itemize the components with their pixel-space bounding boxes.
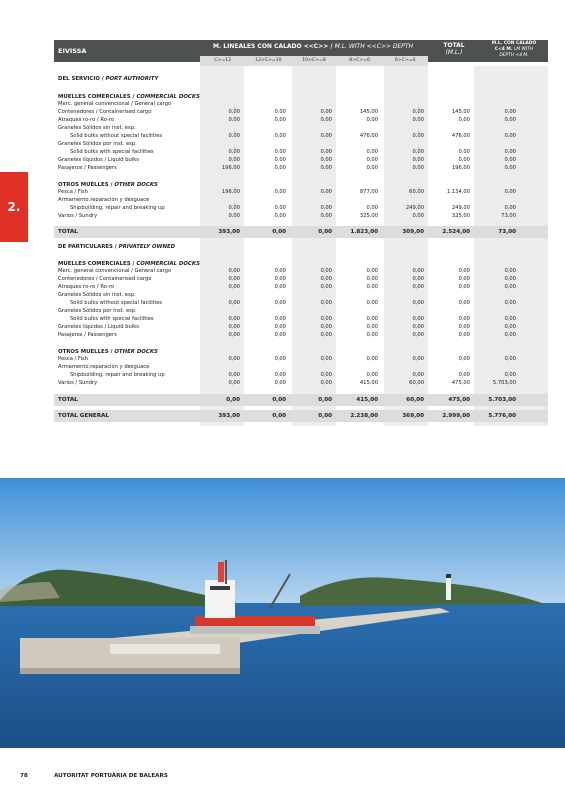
cell-value: 0,00 [504, 284, 516, 290]
footer-org: AUTORITAT PORTUÀRIA DE BALEARS [54, 773, 168, 779]
cell-value: 0,00 [412, 356, 424, 362]
cell-value: 0,00 [274, 189, 286, 195]
cell-value: 0,00 [228, 332, 240, 338]
cell-value: 0,00 [366, 117, 378, 123]
total-general-row [54, 410, 548, 422]
cell-value: 0,00 [320, 109, 332, 115]
cell-value: 0,00 [228, 109, 240, 115]
cell-value: 0,00 [412, 284, 424, 290]
total-row [54, 226, 548, 238]
cell-value: 0,00 [412, 133, 424, 139]
section-title-en: PRIVATELY OWNED [118, 244, 176, 250]
row-label: Graneles líquidos / Liquid bulks [58, 157, 139, 163]
table-row [58, 307, 548, 315]
total-value: 73,00 [498, 229, 516, 235]
cell-value: 0,00 [274, 324, 286, 330]
cell-value: 1.134,00 [446, 189, 470, 195]
ml-label: M.L. CON CALADO [491, 41, 537, 46]
row-label: Armamento,reparación y desguace [58, 197, 150, 203]
row-label: Armamento,reparación y desguace [58, 364, 150, 370]
table-row [58, 291, 548, 299]
cell-value: 0,00 [274, 332, 286, 338]
total-label: TOTAL GENERAL [58, 413, 109, 419]
column-header: 6>C>=4 [394, 58, 416, 63]
cell-value: 0,00 [412, 300, 424, 306]
cell-value: 476,00 [359, 133, 378, 139]
cell-value: 0,00 [274, 268, 286, 274]
cell-value: 0,00 [458, 372, 470, 378]
section-title-es: DEL SERVICIO / [58, 76, 106, 82]
cell-value: 0,00 [412, 149, 424, 155]
row-label: Merc. general convencional / General cargo [58, 268, 172, 274]
table-row [58, 132, 548, 140]
section-title-es: DE PARTICULARES / [58, 244, 119, 250]
row-label: Graneles Sólidos sin inst. esp. [58, 292, 136, 298]
cell-value: 0,00 [274, 117, 286, 123]
cell-value: 0,00 [504, 189, 516, 195]
chapter-number: 2. [7, 200, 21, 214]
meters-label-en: M.L. WITH <<C>> DEPTH [334, 43, 414, 50]
total-value: 2.238,00 [350, 413, 378, 419]
column-header: 12>C>=10 [255, 58, 282, 63]
subsection-title-es: OTROS MUELLES / [58, 182, 115, 188]
cell-value: 0,00 [274, 300, 286, 306]
row-label: Pasajeros / Passengers [58, 332, 117, 338]
cell-value: 0,00 [228, 356, 240, 362]
cell-value: 0,00 [366, 268, 378, 274]
harbor-photo [0, 478, 565, 748]
cell-value: 196,00 [221, 189, 240, 195]
cell-value: 0,00 [504, 268, 516, 274]
cell-value: 0,00 [228, 372, 240, 378]
cell-value: 0,00 [366, 324, 378, 330]
cell-value: 0,00 [458, 157, 470, 163]
cell-value: 60,00 [409, 380, 424, 386]
cell-value: 145,00 [359, 109, 378, 115]
cell-value: 5.703,00 [492, 380, 516, 386]
depth-columns [200, 56, 428, 66]
cell-value: 0,00 [366, 300, 378, 306]
subsection-title-es: MUELLES COMERCIALES / [58, 94, 137, 100]
page-number: 78 [20, 773, 28, 779]
total-value: 369,00 [402, 413, 424, 419]
cell-value: 0,00 [366, 372, 378, 378]
cell-value: 0,00 [504, 276, 516, 282]
cell-value: 0,00 [320, 189, 332, 195]
cell-value: 0,00 [504, 372, 516, 378]
cell-value: 877,00 [359, 189, 378, 195]
cell-value: 0,00 [274, 157, 286, 163]
cell-value: 0,00 [274, 380, 286, 386]
cell-value: 0,00 [366, 276, 378, 282]
cell-value: 475,00 [451, 380, 470, 386]
cell-value: 0,00 [412, 117, 424, 123]
subsection-title-en: OTHER DOCKS [114, 349, 158, 355]
table-row [58, 164, 548, 172]
row-label: Atraques ro-ro / Ro-ro [58, 284, 115, 290]
cell-value: 0,00 [504, 356, 516, 362]
cell-value: 0,00 [412, 332, 424, 338]
cell-value: 145,00 [451, 109, 470, 115]
cell-value: 196,00 [221, 165, 240, 171]
total-value: 5.776,00 [488, 413, 516, 419]
ml-label-4: DEPTH <4 M. [499, 53, 529, 58]
cell-value: 0,00 [504, 149, 516, 155]
harbor-photo-svg [0, 478, 565, 748]
cell-value: 0,00 [228, 380, 240, 386]
cell-value: 0,00 [320, 133, 332, 139]
column-header: C>=12 [214, 58, 232, 63]
total-value: 393,00 [218, 229, 240, 235]
cell-value: 0,00 [366, 157, 378, 163]
cell-value: 196,00 [451, 165, 470, 171]
ml-label-3: LM WITH [513, 47, 534, 52]
table-row [58, 275, 548, 283]
column-header: 10>C>=8 [302, 58, 326, 63]
cell-value: 0,00 [458, 356, 470, 362]
row-label: Solid bulks with special facilities [70, 149, 154, 155]
cell-value: 0,00 [366, 205, 378, 211]
cell-value: 0,00 [228, 284, 240, 290]
total-label-en: (M.L.) [445, 49, 463, 56]
table-row [58, 116, 548, 124]
row-label: Pesca / Fish [58, 189, 88, 195]
cell-value: 0,00 [458, 332, 470, 338]
row-label: Graneles líquidos / Liquid bulks [58, 324, 139, 330]
cell-value: 0,00 [274, 356, 286, 362]
cell-value: 0,00 [458, 316, 470, 322]
total-value: 415,00 [356, 397, 378, 403]
table-row [58, 108, 548, 116]
total-row [54, 394, 548, 406]
cell-value: 0,00 [320, 149, 332, 155]
cell-value: 0,00 [320, 332, 332, 338]
cell-value: 0,00 [228, 149, 240, 155]
cell-value: 0,00 [274, 109, 286, 115]
table-row [58, 379, 548, 387]
row-label: Graneles Sólidos sin inst. esp. [58, 125, 136, 131]
chapter-tab [0, 172, 28, 242]
total-value: 0,00 [318, 413, 332, 419]
port-name: EIVISSA [58, 47, 87, 55]
total-label: TOTAL [443, 42, 465, 49]
table-row [58, 283, 548, 291]
cell-value: 0,00 [412, 213, 424, 219]
total-value: 0,00 [272, 229, 286, 235]
cell-value: 0,00 [458, 117, 470, 123]
cell-value: 0,00 [412, 372, 424, 378]
total-value: 60,00 [406, 397, 424, 403]
cell-value: 0,00 [458, 284, 470, 290]
cell-value: 0,00 [228, 205, 240, 211]
section-title [58, 76, 158, 82]
table-row [58, 140, 548, 148]
cell-value: 0,00 [504, 117, 516, 123]
subsection-title-en: COMMERCIAL DOCKS [136, 94, 200, 100]
table-row [58, 315, 548, 323]
row-label: Contenedores / Containerised cargo [58, 109, 152, 115]
cell-value: 0,00 [320, 372, 332, 378]
total-value: 1.823,00 [350, 229, 378, 235]
row-label: Contenedores / Containerised cargo [58, 276, 152, 282]
table-row [58, 100, 548, 108]
cell-value: 0,00 [320, 213, 332, 219]
column-header: 8>C>=6 [349, 58, 370, 63]
cell-value: 0,00 [504, 157, 516, 163]
cell-value: 0,00 [228, 133, 240, 139]
table-row [58, 299, 548, 307]
cell-value: 0,00 [412, 268, 424, 274]
cell-value: 0,00 [274, 205, 286, 211]
cell-value: 0,00 [320, 268, 332, 274]
cell-value: 0,00 [320, 316, 332, 322]
cell-value: 0,00 [320, 165, 332, 171]
table-row [58, 363, 548, 371]
row-label: Graneles Sólidos por inst. esp. [58, 141, 137, 147]
row-label: Pasajeros / Passengers [58, 165, 117, 171]
cell-value: 415,00 [359, 380, 378, 386]
cell-value: 0,00 [504, 109, 516, 115]
cell-value: 0,00 [320, 356, 332, 362]
table-row [58, 371, 548, 379]
total-value: 0,00 [226, 397, 240, 403]
cell-value: 325,00 [359, 213, 378, 219]
cell-value: 0,00 [228, 316, 240, 322]
cell-value: 0,00 [412, 157, 424, 163]
cell-value: 0,00 [274, 133, 286, 139]
total-value: 5.703,00 [488, 397, 516, 403]
table-row [58, 188, 548, 196]
cell-value: 0,00 [366, 149, 378, 155]
cell-value: 0,00 [274, 149, 286, 155]
subsection-title-es: OTROS MUELLES / [58, 349, 115, 355]
cell-value: 0,00 [412, 109, 424, 115]
cell-value: 0,00 [504, 316, 516, 322]
cell-value: 0,00 [458, 149, 470, 155]
table-row [58, 156, 548, 164]
subsection-title-en: COMMERCIAL DOCKS [136, 261, 200, 267]
row-label: Shipbuilding, repair and breaking up [70, 372, 165, 378]
total-value: 0,00 [272, 397, 286, 403]
table-row [58, 148, 548, 156]
cell-value: 0,00 [274, 276, 286, 282]
cell-value: 60,00 [409, 189, 424, 195]
cell-value: 0,00 [320, 117, 332, 123]
cell-value: 0,00 [274, 213, 286, 219]
cell-value: 0,00 [228, 268, 240, 274]
cell-value: 0,00 [366, 316, 378, 322]
ml-header [480, 41, 548, 59]
cell-value: 0,00 [320, 300, 332, 306]
cell-value: 0,00 [366, 165, 378, 171]
total-value: 393,00 [218, 413, 240, 419]
row-label: Solid bulks without special facilities [70, 300, 163, 306]
cell-value: 0,00 [504, 205, 516, 211]
cell-value: 0,00 [412, 165, 424, 171]
section-title [58, 244, 175, 250]
cell-value: 0,00 [412, 324, 424, 330]
cell-value: 0,00 [366, 356, 378, 362]
total-value: 0,00 [318, 397, 332, 403]
table-row [58, 204, 548, 212]
row-label: Shipbuilding, repair and breaking up [70, 205, 165, 211]
cell-value: 0,00 [320, 324, 332, 330]
cell-value: 0,00 [320, 276, 332, 282]
row-label: Pesca / Fish [58, 356, 88, 362]
ml-label-2: C<4 M. [494, 47, 513, 52]
row-label: Varios / Sundry [58, 213, 98, 219]
cell-value: 249,00 [451, 205, 470, 211]
cell-value: 0,00 [504, 324, 516, 330]
total-value: 309,00 [402, 229, 424, 235]
table-row [58, 212, 548, 220]
cell-value: 325,00 [451, 213, 470, 219]
total-value: 2.524,00 [442, 229, 470, 235]
total-value: 2.999,00 [442, 413, 470, 419]
row-label: Merc. general convencional / General cargo [58, 101, 172, 107]
subsection-title-en: OTHER DOCKS [114, 182, 158, 188]
cell-value: 0,00 [458, 268, 470, 274]
meters-header [200, 43, 426, 50]
row-label: Graneles Sólidos por inst. esp. [58, 308, 137, 314]
cell-value: 0,00 [366, 284, 378, 290]
cell-value: 0,00 [228, 300, 240, 306]
cell-value: 0,00 [228, 117, 240, 123]
table-row [58, 355, 548, 363]
row-label: Varios / Sundry [58, 380, 98, 386]
cell-value: 0,00 [412, 316, 424, 322]
cell-value: 0,00 [274, 372, 286, 378]
cell-value: 0,00 [504, 165, 516, 171]
section-title-en: PORT AUTHORITY [105, 76, 159, 82]
cell-value: 0,00 [458, 300, 470, 306]
total-value: 0,00 [272, 413, 286, 419]
cell-value: 476,00 [451, 133, 470, 139]
cell-value: 0,00 [320, 284, 332, 290]
cell-value: 0,00 [228, 213, 240, 219]
table-row [58, 267, 548, 275]
row-label: Atraques ro-ro / Ro-ro [58, 117, 115, 123]
subsection-title-es: MUELLES COMERCIALES / [58, 261, 137, 267]
table-row [58, 196, 548, 204]
table-row [58, 331, 548, 339]
cell-value: 0,00 [504, 332, 516, 338]
table-row [58, 323, 548, 331]
cell-value: 0,00 [320, 380, 332, 386]
cell-value: 0,00 [228, 276, 240, 282]
cell-value: 0,00 [320, 205, 332, 211]
cell-value: 0,00 [228, 157, 240, 163]
table-row [58, 124, 548, 132]
cell-value: 0,00 [274, 284, 286, 290]
cell-value: 0,00 [274, 165, 286, 171]
total-header [432, 42, 476, 56]
cell-value: 0,00 [366, 332, 378, 338]
total-value: 475,00 [448, 397, 470, 403]
row-label: Solid bulks without special facilities [70, 133, 163, 139]
cell-value: 0,00 [412, 276, 424, 282]
cell-value: 0,00 [458, 276, 470, 282]
cell-value: 249,00 [405, 205, 424, 211]
cell-value: 0,00 [458, 324, 470, 330]
cell-value: 0,00 [228, 324, 240, 330]
cell-value: 0,00 [274, 316, 286, 322]
cell-value: 0,00 [504, 300, 516, 306]
cell-value: 0,00 [504, 133, 516, 139]
total-label: TOTAL [58, 397, 78, 403]
meters-label: M. LINEALES CON CALADO <<C>> / [212, 43, 335, 50]
cell-value: 0,00 [320, 157, 332, 163]
row-label: Solid bulks with special facilities [70, 316, 154, 322]
cell-value: 73,00 [501, 213, 516, 219]
total-label: TOTAL [58, 229, 78, 235]
total-value: 0,00 [318, 229, 332, 235]
